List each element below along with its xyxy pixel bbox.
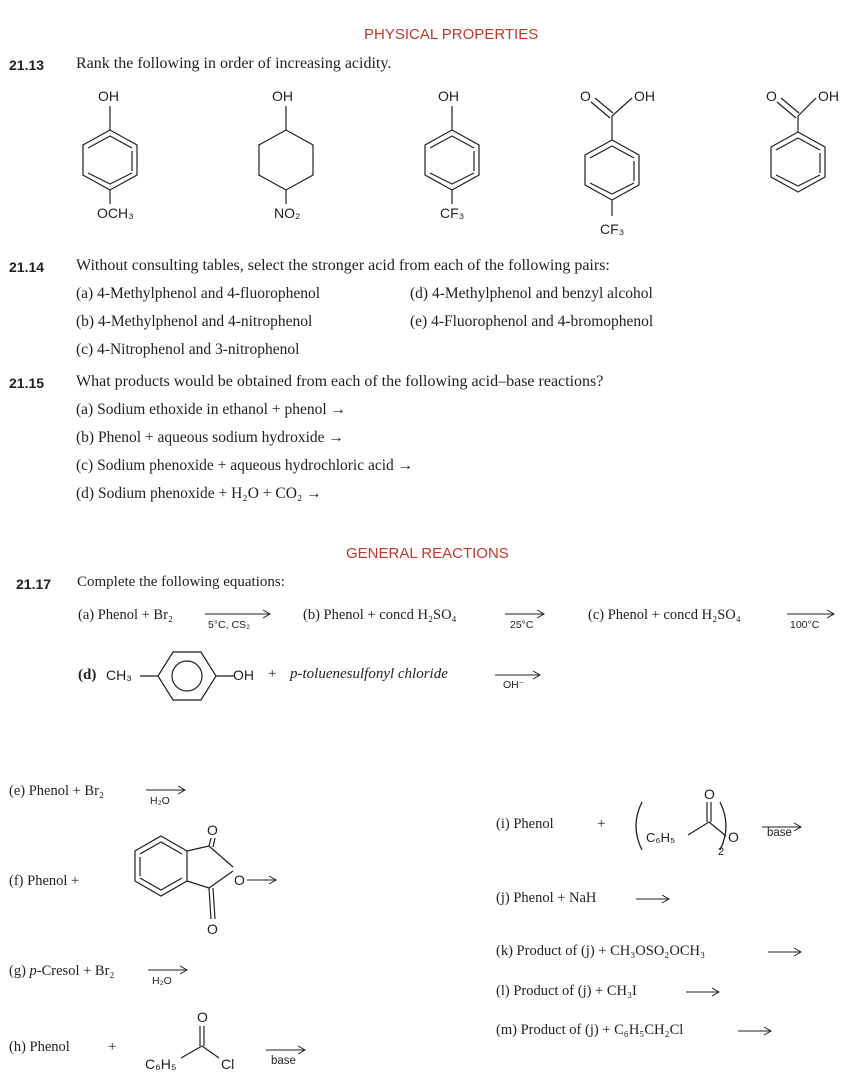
section-heading-physical: PHYSICAL PROPERTIES	[364, 26, 539, 43]
equation-text: Phenol + concd H₂SO₄	[607, 607, 741, 623]
anhydride-oxygen-top: O	[207, 822, 218, 838]
structure-benzoic-anhydride-i	[628, 784, 748, 858]
equation-text: Product of (j) + C₆H₅CH₂Cl	[520, 1022, 684, 1038]
anhydride-oxygen-bottom: O	[207, 921, 218, 937]
arrow-m	[738, 1025, 774, 1037]
equation-text: Phenol + NaH	[513, 890, 597, 906]
structure-label-oh: OH	[818, 88, 839, 104]
structure-label-bottom: NO₂	[274, 205, 301, 221]
arrow-j	[636, 893, 672, 905]
equation-label: (a)	[78, 607, 95, 623]
structure-4-nitrocyclohexanol	[236, 82, 346, 232]
equation-e	[9, 783, 104, 800]
equation-text: Phenol	[513, 816, 554, 832]
equation-i	[496, 816, 554, 833]
problem-text-21-14: Without consulting tables, select the stronger acid from each of the following pairs:	[76, 257, 610, 274]
reaction-c: (c) Sodium phenoxide + aqueous hydrochloric acid →	[76, 457, 414, 474]
problem-text-21-15: What products would be obtained from each of the following acid–base reactions?	[76, 373, 604, 390]
equation-label: (c)	[588, 607, 605, 623]
section-heading-general: GENERAL REACTIONS	[346, 545, 509, 562]
equation-text: Phenol	[29, 1039, 70, 1055]
structure-benzoyl-chloride-h	[143, 1008, 243, 1078]
reagent-d: p-toluenesulfonyl chloride	[290, 666, 448, 682]
phenyl-group: C₆H₅	[646, 830, 676, 845]
bridging-oxygen: O	[728, 829, 739, 845]
structure-label-carbonyl-o: O	[766, 88, 777, 104]
equation-g	[9, 963, 114, 980]
structure-benzoic-acid	[760, 82, 850, 202]
equation-l	[496, 983, 637, 1000]
structure-phthalic-anhydride	[125, 818, 285, 946]
structure-4-trifluoromethylbenzoic-acid	[574, 82, 694, 247]
structure-4-trifluoromethylphenol	[402, 82, 512, 232]
pair-c: (c) 4-Nitrophenol and 3-nitrophenol	[76, 341, 300, 358]
structure-label-bottom: CF₃	[440, 205, 465, 221]
anhydride-oxygen-ring: O	[234, 872, 245, 888]
phenyl-group: C₆H₅	[145, 1056, 177, 1072]
plus-sign: +	[268, 666, 277, 682]
equation-label: (f)	[9, 873, 24, 889]
equation-text: Phenol + concd H₂SO₄	[323, 607, 457, 623]
equation-b	[303, 607, 457, 624]
problem-number-21-13: 21.13	[9, 57, 45, 73]
pair-d: (d) 4-Methylphenol and benzyl alcohol	[410, 285, 653, 302]
equation-f	[9, 873, 79, 890]
condition-c: 100°C	[790, 619, 820, 631]
equation-italic-prefix: p	[29, 963, 37, 979]
equation-label: (l)	[496, 983, 510, 999]
condition-i: base	[767, 827, 792, 839]
equation-a	[78, 607, 173, 624]
structure-label-top: OH	[272, 88, 293, 104]
pair-e: (e) 4-Fluorophenol and 4-bromophenol	[410, 313, 654, 330]
equation-label: (g)	[9, 963, 26, 979]
structure-4-methoxyphenol	[60, 82, 170, 232]
structure-label-bottom: CF₃	[600, 221, 625, 237]
carbonyl-oxygen: O	[197, 1009, 208, 1025]
structure-label-oh: OH	[634, 88, 655, 104]
problem-text-21-13: Rank the following in order of increasing acidity.	[76, 55, 392, 72]
structure-label-bottom: OCH₃	[97, 205, 134, 221]
carbonyl-oxygen: O	[704, 786, 715, 802]
hydroxyl-label: OH	[233, 667, 254, 683]
plus-sign-h: +	[108, 1039, 117, 1055]
condition-g: H₂O	[152, 975, 172, 987]
equation-text: Phenol +	[27, 873, 80, 889]
condition-e: H₂O	[150, 795, 170, 807]
equation-text: Phenol + Br₂	[97, 607, 173, 623]
equation-text: Phenol + Br₂	[28, 783, 104, 799]
methyl-label: CH₃	[106, 667, 132, 683]
equation-k	[496, 943, 705, 960]
condition-d: OH⁻	[503, 679, 525, 691]
equation-label: (k)	[496, 943, 513, 959]
equation-h	[9, 1039, 70, 1056]
equation-label-d: (d)	[78, 667, 97, 683]
problem-text-21-17: Complete the following equations:	[77, 574, 285, 590]
structure-para-cresol-ring	[140, 650, 234, 702]
equation-label: (h)	[9, 1039, 26, 1055]
condition-b: 25°C	[510, 619, 534, 631]
problem-number-21-15: 21.15	[9, 375, 45, 391]
equation-label: (b)	[303, 607, 320, 623]
reaction-b: (b) Phenol + aqueous sodium hydroxide →	[76, 429, 344, 446]
reaction-d: (d) Sodium phenoxide + H₂O + CO₂ →	[76, 485, 322, 502]
equation-text: -Cresol + Br₂	[36, 963, 115, 979]
equation-label: (e)	[9, 783, 26, 799]
equation-j	[496, 890, 596, 907]
arrow-l	[686, 986, 722, 998]
structure-label-top: OH	[438, 88, 459, 104]
chloride: Cl	[221, 1056, 235, 1072]
equation-m	[496, 1022, 683, 1039]
structure-label-top: OH	[98, 88, 119, 104]
structure-label-carbonyl-o: O	[580, 88, 591, 104]
dimer-subscript: 2	[718, 846, 725, 858]
condition-h: base	[271, 1055, 296, 1067]
pair-a: (a) 4-Methylphenol and 4-fluorophenol	[76, 285, 321, 302]
problem-number-21-17: 21.17	[16, 576, 52, 592]
condition-a: 5°C, CS₂	[208, 619, 251, 631]
equation-c	[588, 607, 741, 624]
plus-sign-i: +	[597, 816, 606, 832]
equation-text: Product of (j) + CH₃I	[513, 983, 637, 999]
reaction-a: (a) Sodium ethoxide in ethanol + phenol →	[76, 401, 347, 418]
equation-label: (j)	[496, 890, 510, 906]
equation-label: (i)	[496, 816, 510, 832]
problem-number-21-14: 21.14	[9, 259, 45, 275]
pair-b: (b) 4-Methylphenol and 4-nitrophenol	[76, 313, 313, 330]
equation-text: Product of (j) + CH₃OSO₂OCH₃	[516, 943, 706, 959]
equation-label: (m)	[496, 1022, 517, 1038]
arrow-k	[768, 946, 804, 958]
